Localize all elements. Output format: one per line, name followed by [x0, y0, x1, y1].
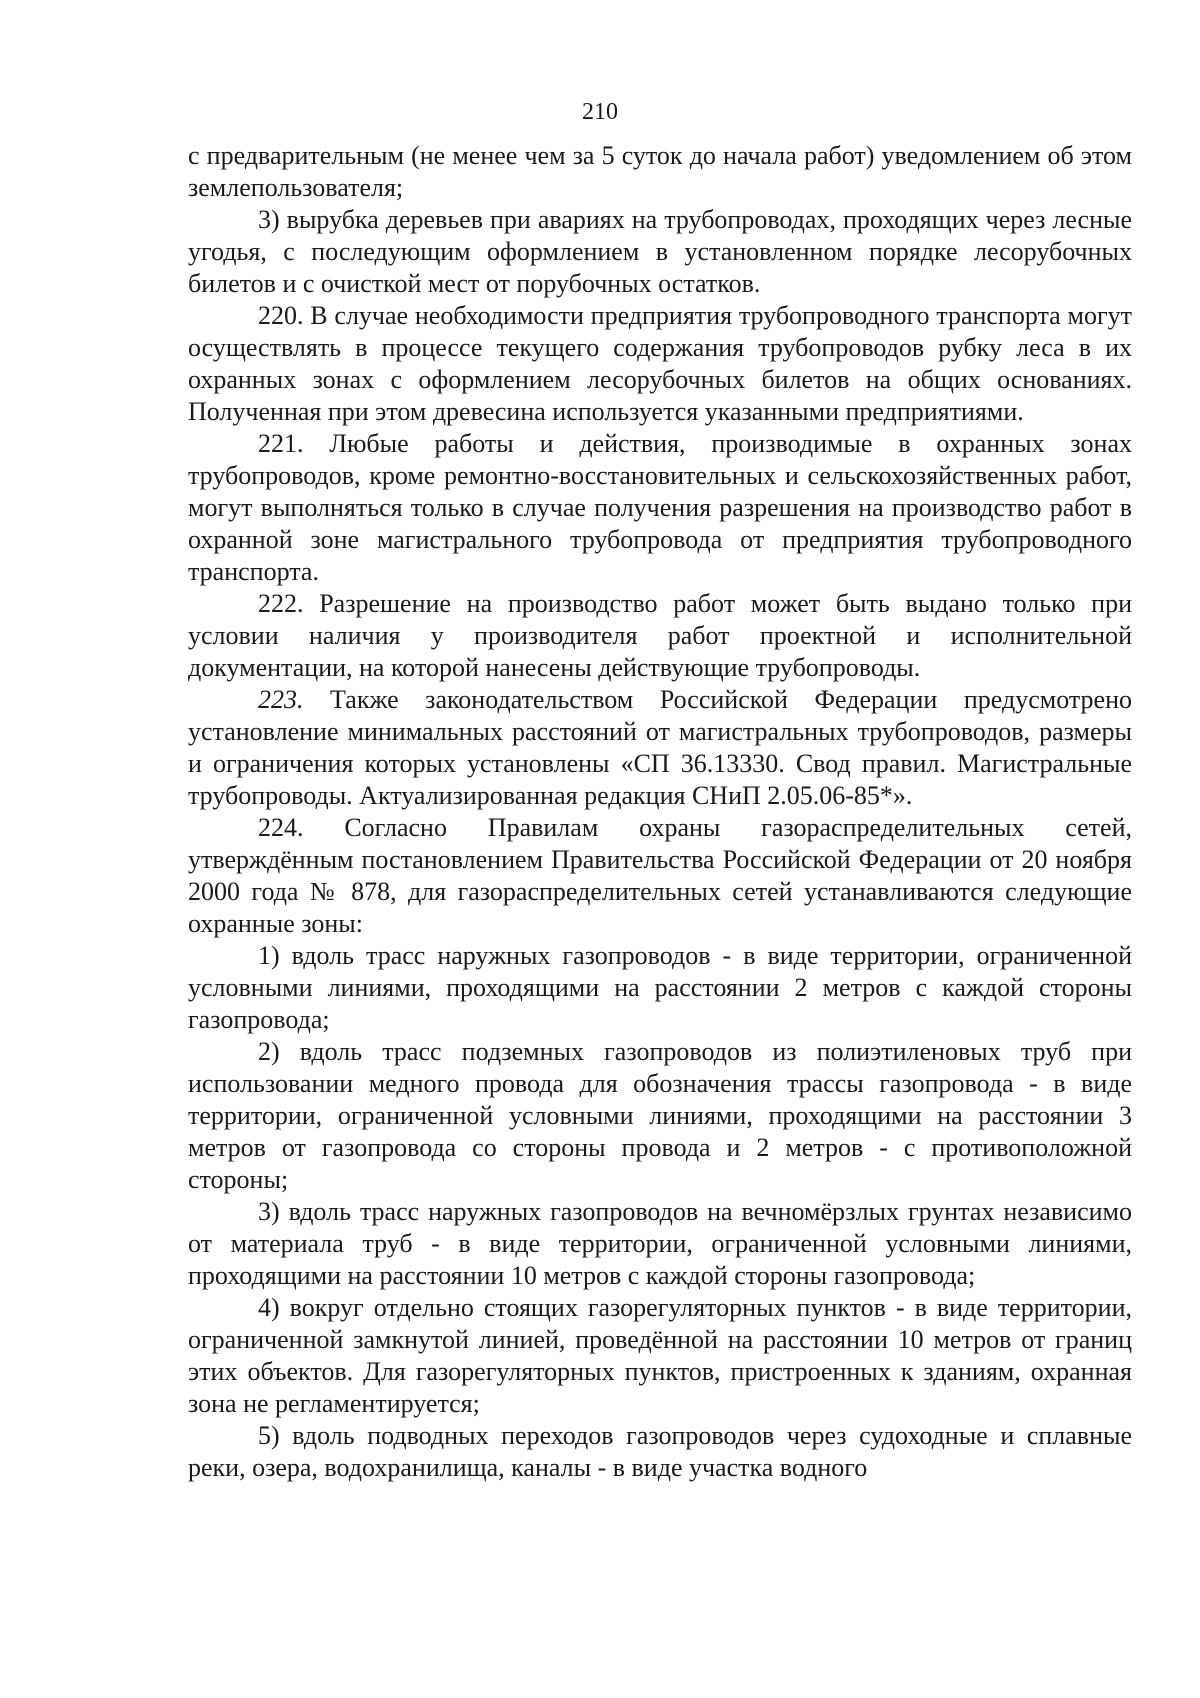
paragraph-222: 222. Разрешение на производство работ может быть выдано только при условии наличия у производителя работ проектной и исполнительной документации, на которой нанесены действующие трубопроводы. — [188, 589, 1132, 682]
list-item-4: 4) вокруг отдельно стоящих газорегуляторных пунктов - в виде территории, ограниченной замкнутой линией, проведённой на расстоянии 10 метров от границ этих объектов. Для газорегуляторных пунктов, пристроенных к зданиям, охранная зона не регламентируется; — [188, 1293, 1132, 1418]
list-item-2: 2) вдоль трасс подземных газопроводов из полиэтиленовых труб при использовании медного провода для обозначения трассы газопровода - в виде территории, ограниченной условными линиями, проходящими на расстоянии 3 метров от газопровода со стороны провода и 2 метров - с противоположной стороны; — [188, 1037, 1132, 1194]
list-item-3: 3) вырубка деревьев при авариях на трубопроводах, проходящих через лесные угодья, с последующим оформлением в установленном порядке лесорубочных билетов и с очисткой мест от порубочных остатков. — [188, 205, 1132, 298]
paragraph-220: 220. В случае необходимости предприятия трубопроводного транспорта могут осуществлять в процессе текущего содержания трубопроводов рубку леса в их охранных зонах с оформлением лесорубочных билетов на общих основаниях. Полученная при этом древесина используется указанными предприятиями. — [188, 301, 1132, 426]
paragraph-number: 223. — [258, 685, 304, 714]
paragraph-224: 224. Согласно Правилам охраны газораспределительных сетей, утверждённым постановлением Правительства Российской Федерации от 20 ноября 2000 года № 878, для газораспределительных сетей устанавливаются следующие охранные зоны: — [188, 813, 1132, 938]
paragraph-continuation: с предварительным (не менее чем за 5 суток до начала работ) уведомлением об этом землепользователя; — [188, 141, 1132, 202]
page-number: 210 — [582, 99, 618, 125]
list-item-1: 1) вдоль трасс наружных газопроводов - в виде территории, ограниченной условными линиями, проходящими на расстоянии 2 метров с каждой стороны газопровода; — [188, 941, 1132, 1034]
paragraph-223 — [188, 684, 1132, 812]
paragraph-text: Также законодательством Российской Федерации предусмотрено установление минимальных расстояний от магистральных трубопроводов, размеры и ограничения которых установлены «СП 36.13330. Свод правил. Магистральные трубопроводы. Актуализированная редакция СНиП 2.05.06-85*». — [188, 685, 1132, 810]
document-body — [188, 140, 1132, 1484]
list-item-5: 5) вдоль подводных переходов газопроводов через судоходные и сплавные реки, озера, водохранилища, каналы - в виде участка водного — [188, 1421, 1132, 1482]
list-item-3b: 3) вдоль трасс наружных газопроводов на вечномёрзлых грунтах независимо от материала труб - в виде территории, ограниченной условными линиями, проходящими на расстоянии 10 метров с каждой стороны газопровода; — [188, 1197, 1132, 1290]
paragraph-221: 221. Любые работы и действия, производимые в охранных зонах трубопроводов, кроме ремонтно-восстановительных и сельскохозяйственных работ, могут выполняться только в случае получения разрешения на производство работ в охранной зоне магистрального трубопровода от предприятия трубопроводного транспорта. — [188, 429, 1132, 586]
